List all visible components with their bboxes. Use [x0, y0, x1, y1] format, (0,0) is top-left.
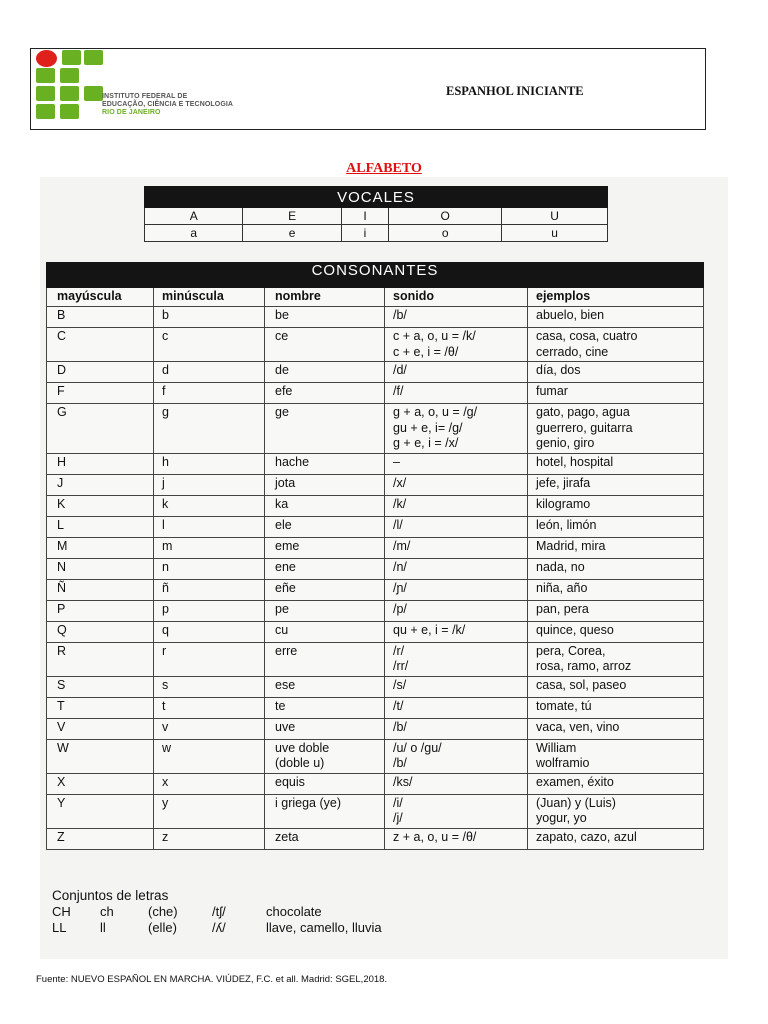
- vowel-cell: U: [502, 208, 608, 225]
- name-cell: eme: [265, 537, 385, 558]
- examples-cell: William wolframio: [528, 739, 704, 773]
- examples-cell: fumar: [528, 383, 704, 404]
- vowels-table: [144, 186, 608, 242]
- lowercase-cell: ñ: [154, 579, 265, 600]
- course-title: ESPANHOL INICIANTE: [446, 84, 584, 98]
- column-header: minúscula: [154, 288, 265, 307]
- vowel-cell: E: [243, 208, 341, 225]
- uppercase-cell: B: [47, 307, 154, 328]
- lowercase-cell: d: [154, 362, 265, 383]
- uppercase-cell: Z: [47, 828, 154, 849]
- lowercase-cell: q: [154, 621, 265, 642]
- uppercase-cell: L: [47, 516, 154, 537]
- sound-cell: /t/: [385, 697, 528, 718]
- examples-cell: zapato, cazo, azul: [528, 828, 704, 849]
- sound-cell: /i/ /j/: [385, 794, 528, 828]
- uppercase-cell: LL: [52, 920, 67, 935]
- consonant-row: [47, 642, 704, 676]
- name-cell: te: [265, 697, 385, 718]
- consonant-row: [47, 579, 704, 600]
- logo-red-circle: [36, 50, 57, 67]
- lowercase-cell: ll: [100, 920, 106, 935]
- lowercase-cell: ch: [100, 904, 114, 919]
- lowercase-cell: z: [154, 828, 265, 849]
- lowercase-cell: f: [154, 383, 265, 404]
- examples-cell: Madrid, mira: [528, 537, 704, 558]
- letter-groups-title: Conjuntos de letras: [52, 888, 169, 903]
- consonant-row: [47, 516, 704, 537]
- vowels-caption: VOCALES: [145, 187, 608, 208]
- examples-cell: casa, sol, paseo: [528, 676, 704, 697]
- examples-cell: pan, pera: [528, 600, 704, 621]
- institution-name: INSTITUTO FEDERAL DE EDUCAÇÃO, CIÊNCIA E TECNOLOGIA RIO DE JANEIRO: [102, 93, 234, 116]
- uppercase-cell: R: [47, 642, 154, 676]
- examples-cell: tomate, tú: [528, 697, 704, 718]
- consonant-row: [47, 676, 704, 697]
- lowercase-cell: t: [154, 697, 265, 718]
- name-cell: uve doble (doble u): [265, 739, 385, 773]
- examples-cell: nada, no: [528, 558, 704, 579]
- lowercase-cell: g: [154, 404, 265, 454]
- consonants-table: [46, 262, 704, 850]
- sound-cell: z + a, o, u = /θ/: [385, 828, 528, 849]
- sound-cell: /ɲ/: [385, 579, 528, 600]
- name-cell: pe: [265, 600, 385, 621]
- sound-cell: /n/: [385, 558, 528, 579]
- name-cell: ene: [265, 558, 385, 579]
- vowel-cell: o: [389, 225, 502, 242]
- name-cell: (che): [148, 904, 178, 919]
- uppercase-cell: Y: [47, 794, 154, 828]
- examples-cell: (Juan) y (Luis) yogur, yo: [528, 794, 704, 828]
- uppercase-cell: P: [47, 600, 154, 621]
- sound-cell: /l/: [385, 516, 528, 537]
- examples-cell: león, limón: [528, 516, 704, 537]
- name-cell: (elle): [148, 920, 177, 935]
- lowercase-cell: k: [154, 495, 265, 516]
- uppercase-cell: D: [47, 362, 154, 383]
- examples-cell: examen, éxito: [528, 773, 704, 794]
- sound-cell: c + a, o, u = /k/ c + e, i = /θ/: [385, 328, 528, 362]
- column-header: ejemplos: [528, 288, 704, 307]
- vowel-cell: O: [389, 208, 502, 225]
- sound-cell: /k/: [385, 495, 528, 516]
- consonant-row: [47, 697, 704, 718]
- consonant-row: [47, 383, 704, 404]
- lowercase-cell: v: [154, 718, 265, 739]
- vowel-cell: i: [341, 225, 388, 242]
- uppercase-cell: T: [47, 697, 154, 718]
- sound-cell: /m/: [385, 537, 528, 558]
- vowel-cell: a: [145, 225, 243, 242]
- examples-cell: abuelo, bien: [528, 307, 704, 328]
- uppercase-cell: M: [47, 537, 154, 558]
- lowercase-cell: n: [154, 558, 265, 579]
- examples-cell: llave, camello, lluvia: [266, 920, 382, 935]
- name-cell: zeta: [265, 828, 385, 849]
- column-header: nombre: [265, 288, 385, 307]
- examples-cell: día, dos: [528, 362, 704, 383]
- sound-cell: /x/: [385, 474, 528, 495]
- vowel-cell: e: [243, 225, 341, 242]
- vowels-upper-row: [145, 208, 608, 225]
- sound-cell: /tʃ/: [212, 904, 226, 919]
- sound-cell: g + a, o, u = /g/ gu + e, i= /g/ g + e, i = /x/: [385, 404, 528, 454]
- consonant-row: [47, 600, 704, 621]
- consonant-row: [47, 773, 704, 794]
- consonants-caption: CONSONANTES: [47, 263, 704, 288]
- name-cell: jota: [265, 474, 385, 495]
- lowercase-cell: m: [154, 537, 265, 558]
- lowercase-cell: c: [154, 328, 265, 362]
- sound-cell: /f/: [385, 383, 528, 404]
- sound-cell: qu + e, i = /k/: [385, 621, 528, 642]
- column-header: sonido: [385, 288, 528, 307]
- uppercase-cell: W: [47, 739, 154, 773]
- vowel-cell: A: [145, 208, 243, 225]
- consonant-row: [47, 739, 704, 773]
- lowercase-cell: b: [154, 307, 265, 328]
- consonant-row: [47, 537, 704, 558]
- lowercase-cell: r: [154, 642, 265, 676]
- examples-cell: hotel, hospital: [528, 453, 704, 474]
- consonant-row: [47, 453, 704, 474]
- name-cell: ce: [265, 328, 385, 362]
- name-cell: equis: [265, 773, 385, 794]
- consonant-row: [47, 474, 704, 495]
- column-header: mayúscula: [47, 288, 154, 307]
- letter-group-row: [52, 904, 322, 920]
- consonant-row: [47, 495, 704, 516]
- uppercase-cell: G: [47, 404, 154, 454]
- uppercase-cell: H: [47, 453, 154, 474]
- uppercase-cell: C: [47, 328, 154, 362]
- uppercase-cell: CH: [52, 904, 71, 919]
- consonant-row: [47, 307, 704, 328]
- name-cell: efe: [265, 383, 385, 404]
- lowercase-cell: y: [154, 794, 265, 828]
- consonant-row: [47, 621, 704, 642]
- consonant-row: [47, 404, 704, 454]
- uppercase-cell: X: [47, 773, 154, 794]
- sound-cell: /s/: [385, 676, 528, 697]
- examples-cell: jefe, jirafa: [528, 474, 704, 495]
- sound-cell: /p/: [385, 600, 528, 621]
- letter-group-row: [52, 920, 382, 936]
- letter-groups: [52, 888, 382, 936]
- sound-cell: /ʎ/: [212, 920, 226, 935]
- name-cell: de: [265, 362, 385, 383]
- name-cell: hache: [265, 453, 385, 474]
- name-cell: ele: [265, 516, 385, 537]
- consonant-row: [47, 718, 704, 739]
- examples-cell: casa, cosa, cuatro cerrado, cine: [528, 328, 704, 362]
- uppercase-cell: V: [47, 718, 154, 739]
- name-cell: i griega (ye): [265, 794, 385, 828]
- name-cell: ka: [265, 495, 385, 516]
- uppercase-cell: F: [47, 383, 154, 404]
- uppercase-cell: N: [47, 558, 154, 579]
- name-cell: ese: [265, 676, 385, 697]
- institution-logo: [36, 50, 266, 126]
- lowercase-cell: s: [154, 676, 265, 697]
- sound-cell: –: [385, 453, 528, 474]
- vowels-lower-row: [145, 225, 608, 242]
- vowel-cell: u: [502, 225, 608, 242]
- uppercase-cell: J: [47, 474, 154, 495]
- lowercase-cell: w: [154, 739, 265, 773]
- name-cell: be: [265, 307, 385, 328]
- examples-cell: gato, pago, agua guerrero, guitarra genio, giro: [528, 404, 704, 454]
- sound-cell: /r/ /rr/: [385, 642, 528, 676]
- lowercase-cell: x: [154, 773, 265, 794]
- examples-cell: pera, Corea, rosa, ramo, arroz: [528, 642, 704, 676]
- consonant-row: [47, 794, 704, 828]
- lowercase-cell: p: [154, 600, 265, 621]
- consonant-row: [47, 362, 704, 383]
- uppercase-cell: Ñ: [47, 579, 154, 600]
- consonant-row: [47, 328, 704, 362]
- page-title: ALFABETO: [346, 161, 422, 176]
- sound-cell: /ks/: [385, 773, 528, 794]
- source-citation: Fuente: NUEVO ESPAÑOL EN MARCHA. VIÚDEZ, F.C. et all. Madrid: SGEL,2018.: [36, 974, 388, 985]
- uppercase-cell: S: [47, 676, 154, 697]
- name-cell: erre: [265, 642, 385, 676]
- examples-cell: niña, año: [528, 579, 704, 600]
- sound-cell: /d/: [385, 362, 528, 383]
- uppercase-cell: Q: [47, 621, 154, 642]
- consonant-row: [47, 558, 704, 579]
- lowercase-cell: h: [154, 453, 265, 474]
- vowel-cell: I: [341, 208, 388, 225]
- lowercase-cell: j: [154, 474, 265, 495]
- consonant-row: [47, 828, 704, 849]
- sound-cell: /b/: [385, 307, 528, 328]
- examples-cell: chocolate: [266, 904, 322, 919]
- name-cell: ge: [265, 404, 385, 454]
- name-cell: cu: [265, 621, 385, 642]
- name-cell: eñe: [265, 579, 385, 600]
- name-cell: uve: [265, 718, 385, 739]
- consonants-header-row: [47, 288, 704, 307]
- uppercase-cell: K: [47, 495, 154, 516]
- sound-cell: /u/ o /gu/ /b/: [385, 739, 528, 773]
- examples-cell: kilogramo: [528, 495, 704, 516]
- lowercase-cell: l: [154, 516, 265, 537]
- sound-cell: /b/: [385, 718, 528, 739]
- examples-cell: vaca, ven, vino: [528, 718, 704, 739]
- examples-cell: quince, queso: [528, 621, 704, 642]
